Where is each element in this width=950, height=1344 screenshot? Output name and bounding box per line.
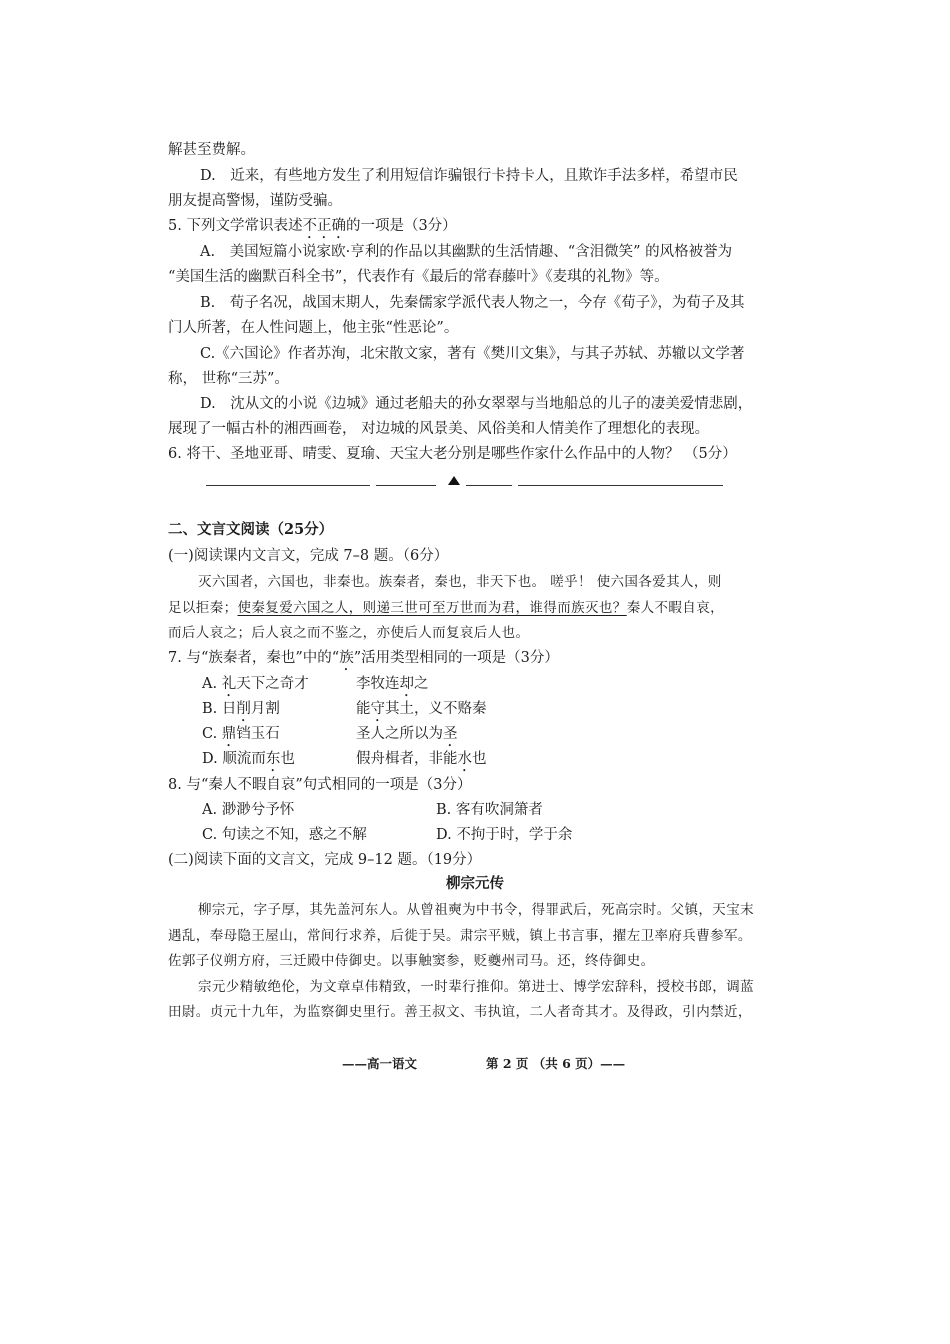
- q7-option-b-right: 能守其土，义不赂秦: [356, 701, 487, 717]
- triangle-icon: [448, 476, 460, 485]
- passage-line: 田尉。贞元十九年，为监察御史里行。善王叔文、韦执谊，二人者奇其才。及得政，引内禁近，: [168, 1004, 752, 1020]
- q5-stem: 5. 下列文学常识表述不正确的一项是（3分）: [168, 218, 457, 234]
- part2-heading: (二)阅读下面的文言文，完成 9–12 题。（19分）: [168, 852, 482, 868]
- q8-option-a: A. 渺渺兮予怀: [202, 802, 295, 818]
- q5-option-d-line2: 展现了一幅古朴的湘西画卷， 对边城的风景美、风俗美和人情美作了理想化的表现。: [168, 421, 710, 437]
- q5-option-c-line1: C.《六国论》作者苏洵，北宋散文家，著有《樊川文集》，与其子苏轼、苏辙以文学著: [200, 346, 745, 362]
- q8-stem: 8. 与“秦人不暇自哀”句式相同的一项是（3分）: [168, 777, 472, 793]
- q5-option-b-line2: 门人所著，在人性问题上，他主张“性恶论”。: [168, 320, 459, 336]
- q8-option-b: B. 客有吹洞箫者: [436, 802, 543, 818]
- passage-line: 遇乱，奉母隐王屋山，常间行求养，后徙于吴。肃宗平贼，镇上书言事，擢左卫率府兵曹参军。: [168, 928, 752, 944]
- q7-option-d-right: 假舟楫者，非能水也: [356, 751, 487, 767]
- q7-option-a-right: 李牧连却之: [356, 676, 429, 692]
- line-cont: 解甚至费解。: [168, 142, 255, 158]
- q7-option-d: D. 顺流而东也: [202, 751, 295, 767]
- q7-option-c: C. 鼎铛玉石: [202, 726, 280, 742]
- section-heading: 二、文言文阅读（25分）: [168, 521, 334, 538]
- q8-option-d: D. 不拘于时，学于余: [436, 827, 573, 843]
- part1-heading: (一)阅读课内文言文，完成 7–8 题。（6分）: [168, 548, 449, 564]
- q5-option-a-line2: “美国生活的幽默百科全书”，代表作有《最后的常春藤叶》《麦琪的礼物》等。: [168, 269, 669, 285]
- separator-line: [376, 485, 436, 486]
- q5-option-c-line2: 称， 世称“三苏”。: [168, 371, 289, 387]
- passage-title: 柳宗元传: [446, 875, 504, 892]
- separator-line: [518, 485, 723, 486]
- separator-line: [206, 485, 370, 486]
- q7-option-c-right: 圣人之所以为圣: [356, 726, 458, 742]
- q7-option-a: A. 礼天下之奇才: [202, 676, 309, 692]
- underlined-sentence: 使秦复爱六国之人，则递三世可至万世而为君，谁得而族灭也？: [237, 600, 627, 616]
- footer-page-number: 第 2 页 （共 6 页）——: [486, 1056, 626, 1071]
- emphasis-mark: 族: [339, 650, 354, 666]
- q4-option-d-line2: 朋友提高警惕，谨防受骗。: [168, 193, 342, 209]
- q5-option-a-line1: A. 美国短篇小说家欧·亨利的作品以其幽默的生活情趣、“含泪微笑” 的风格被誉为: [200, 244, 733, 260]
- emphasis-mark: 不正确: [302, 218, 346, 234]
- passage-line: 足以拒秦；使秦复爱六国之人，则递三世可至万世而为君，谁得而族灭也？秦人不暇自哀，: [168, 600, 725, 616]
- q6-stem: 6. 将干、圣地亚哥、晴雯、夏瑜、天宝大老分别是哪些作家什么作品中的人物？ （5分）: [168, 446, 737, 462]
- q5-option-b-line1: B. 荀子名况，战国末期人，先秦儒家学派代表人物之一，今存《荀子》，为荀子及其: [200, 295, 745, 311]
- separator-line: [466, 485, 512, 486]
- passage-line: 灭六国者，六国也，非秦也。族秦者，秦也，非天下也。 嗟乎！ 使六国各爱其人，则: [198, 574, 722, 590]
- footer-subject: ——高一语文: [342, 1056, 418, 1071]
- q4-option-d-line1: D. 近来，有些地方发生了利用短信诈骗银行卡持卡人，且欺诈手法多样，希望市民: [200, 168, 738, 184]
- passage-line: 柳宗元，字子厚，其先盖河东人。从曾祖奭为中书令，得罪武后，死高宗时。父镇，天宝末: [198, 902, 754, 918]
- q5-option-d-line1: D. 沈从文的小说《边城》通过老船夫的孙女翠翠与当地船总的儿子的凄美爱情悲剧，: [200, 396, 753, 412]
- q7-option-b: B. 日削月割: [202, 701, 280, 717]
- passage-line: 而后人哀之；后人哀之而不鉴之，亦使后人而复哀后人也。: [168, 625, 530, 641]
- passage-line: 佐郭子仪朔方府，三迁殿中侍御史。以事触窦参，贬夔州司马。还，终侍御史。: [168, 953, 655, 969]
- q8-option-c: C. 句读之不知，惑之不解: [202, 827, 367, 843]
- passage-line: 宗元少精敏绝伦，为文章卓伟精致，一时辈行推仰。第进士、博学宏辞科，授校书郎，调蓝: [198, 979, 754, 995]
- q7-stem: 7. 与“族秦者，秦也”中的“族”活用类型相同的一项是（3分）: [168, 650, 559, 666]
